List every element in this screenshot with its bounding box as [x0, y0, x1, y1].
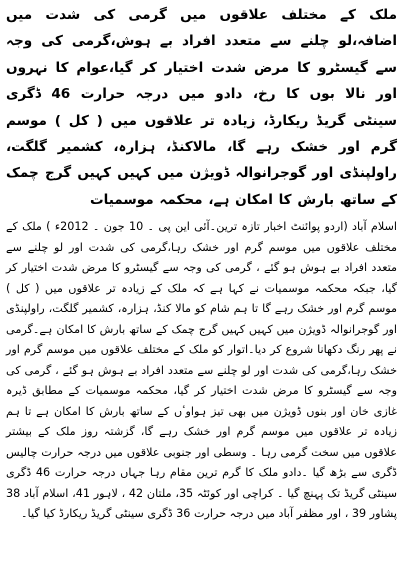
article-body: اسلام آباد (اردو پوائنٹ اخبار تازہ ترین۔آئی این پی ۔ 10 جون ۔ 2012ء ) ملک کے مختلف علاقوں میں موسم گرم اور خشک رہا،گرمی کی شدت اور لو چلنے سے متعدد افراد بے ہوش ہو گئے ، گرمی کی وجہ سے گیسٹرو کا مرض شدت اختیار کر گیا، جبکہ محکمہ موسمیات نے کہا ہے کہ ملک کے زیادہ تر علاقوں میں ( کل ) موسم گرم اور خشک رہے گا تا ہم شام کو مالا کنڈ، ہزارہ، کشمیر گلگت، راولپنڈی اور گوجرانوالہ ڈویژن میں کہیں کہیں گرج چمک کے ساتھ بارش کا امکان ہے۔گرمی نے پھر رنگ دکھانا شروع کر دیا۔اتوار کو ملک کے مختلف علاقوں میں موسم گرم اور خشک رہا،گرمی کی شدت اور لو چلنے سے متعدد افراد بے ہوش ہو گئے ، گرمی کی وجہ سے گیسٹرو کا مرض شدت اختیار کر گیا، محکمہ موسمیات کے مطابق ڈیرہ غازی خان اور بنوں ڈویژن میں بھی تیز ہواوٴں کے ساتھ بارش کا امکان ہے تا ہم زیادہ تر علاقوں میں موسم گرم اور خشک رہے گا، گزشتہ روز ملک کے بیشتر علاقوں میں سخت گرمی رہا ۔ وسطی اور جنوبی علاقوں میں درجہ حرارت چالیس ڈگری سے بڑھ گیا ۔دادو ملک کا گرم ترین مقام رہا جہاں درجہ حرارت 46 ڈگری سینٹی گریڈ تک پہنچ گیا ۔ کراچی اور کوئٹہ 35، ملتان 42 ، لاہور 41، اسلام آباد 38 پشاور 39 ، اور مظفر آباد میں درجہ حرارت 36 ڈگری سینٹی گریڈ ریکارڈ کیا گیا۔: [6, 220, 398, 521]
article-headline: ملک کے مختلف علاقوں میں گرمی کی شدت میں اضافہ،لو چلنے سے متعدد افراد بے ہوش،گرمی کی وجہ سے گیسٹرو کا مرض شدت اختیار کر گیا،عوام کا نہروں اور نالا بوں کا رخ، دادو میں درجہ حرارت 46 ڈگری سینٹی گریڈ ریکارڈ، زیادہ تر علاقوں میں ( کل ) موسم گرم اور خشک رہے گا، مالاکنڈ، ہزارہ، کشمیر گلگت، راولپنڈی اور گوجرانوالہ ڈویژن میں کہیں کہیں گرج چمک کے ساتھ بارش کا امکان ہے، محکمہ موسمیات: [6, 7, 397, 208]
